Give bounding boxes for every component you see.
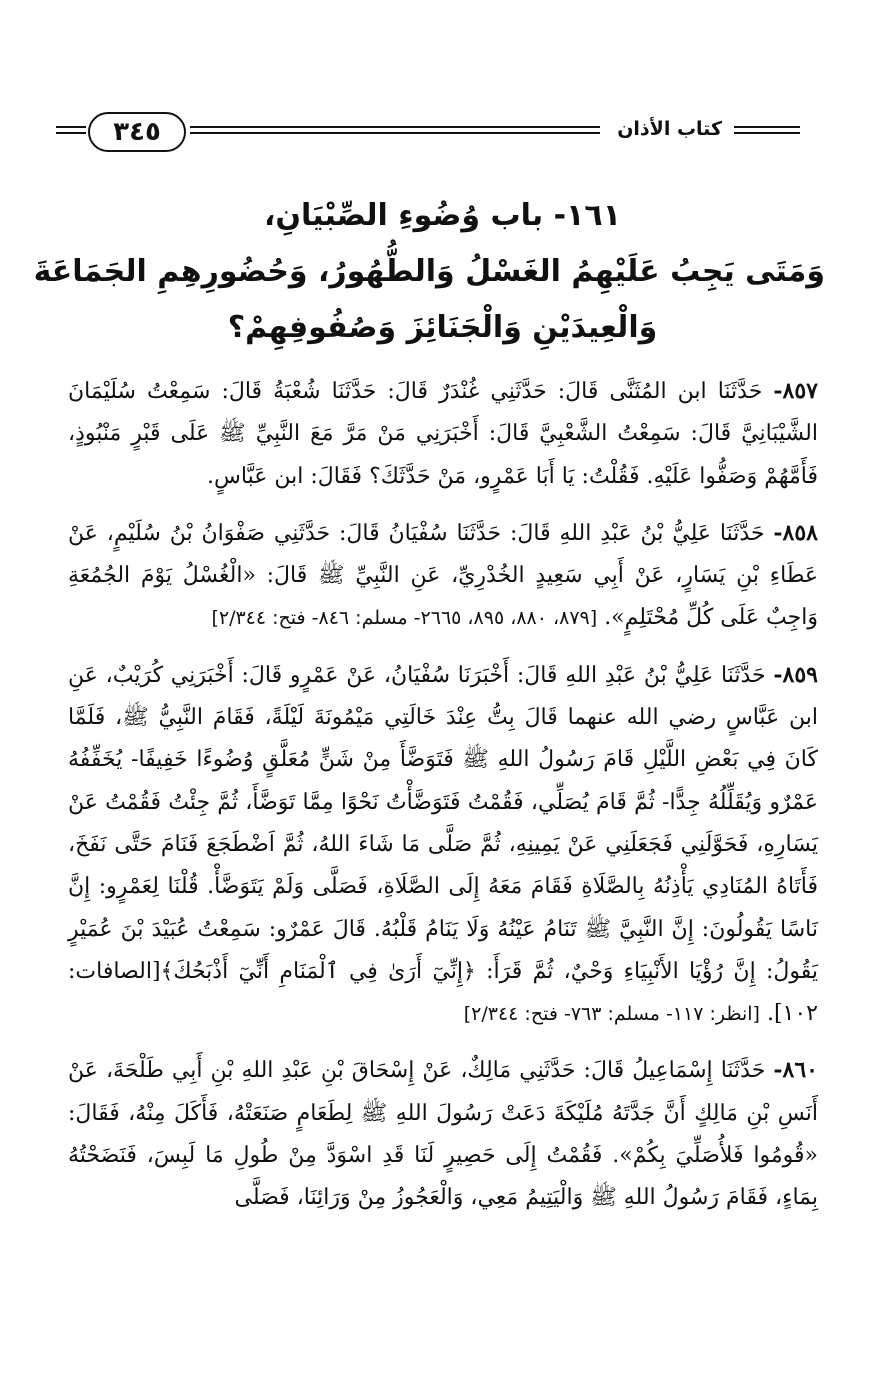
chapter-heading bbox=[33, 188, 825, 356]
header-rule bbox=[190, 126, 600, 138]
page-number: ٣٤٥ bbox=[113, 117, 161, 147]
hadith-860 bbox=[68, 1049, 818, 1219]
header-ornament-right bbox=[734, 126, 800, 138]
hadith-number: ٨٥٧- bbox=[773, 378, 818, 404]
page-header bbox=[80, 112, 800, 156]
hadith-number: ٨٦٠- bbox=[773, 1057, 818, 1084]
hadith-text: حَدَّثَنَا عَلِيُّ بْنُ عَبْدِ اللهِ قَالَ: حَدَّثَنَا سُفْيَانُ قَالَ: حَدَّثَنِي صَفْوَانُ بْنُ سُلَيْمٍ، عَنْ عَطَاءِ بْنِ يَسَارٍ، عَنْ أَبِي سَعِيدٍ الخُدْرِيِّ، عَنِ النَّبِيِّ ﷺ قَالَ: «الْغُسْلُ يَوْمَ الجُمُعَةِ وَاجِبٌ عَلَى كُلِّ مُحْتَلِمٍ». bbox=[68, 520, 818, 631]
book-title: كتاب الأذان bbox=[617, 118, 722, 140]
page-number-badge bbox=[88, 112, 186, 152]
chapter-title-line-1: ١٦١- باب وُضُوءِ الصِّبْيَانِ، bbox=[263, 198, 622, 233]
chapter-title-line-2: وَمَتَى يَجِبُ عَلَيْهِمُ الغَسْلُ وَالطُّهُورُ، وَحُضُورِهِمِ الجَمَاعَةَ bbox=[33, 254, 825, 289]
hadith-858 bbox=[68, 512, 818, 640]
hadith-859 bbox=[68, 654, 818, 1036]
chapter-title-line-3: وَالْعِيدَيْنِ وَالْجَنَائِزَ وَصُفُوفِهِمْ؟ bbox=[227, 310, 658, 345]
hadith-number: ٨٥٨- bbox=[773, 519, 818, 546]
hadith-text: حَدَّثَنَا عَلِيُّ بْنُ عَبْدِ اللهِ قَالَ: أَخْبَرَنَا سُفْيَانُ، عَنْ عَمْرٍو قَالَ: أَخْبَرَنِي كُرَيْبٌ، عَنِ ابن عَبَّاسٍ رضي الله عنهما قَالَ بِتُّ عِنْدَ خَالَتِي مَيْمُونَةَ لَيْلَةً، فَقَامَ النَّبِيُّ ﷺ، فَلَمَّا كَانَ فِي بَعْضِ اللَّيْلِ قَامَ رَسُولُ اللهِ ﷺ فَتَوَضَّأَ مِنْ شَنٍّ مُعَلَّقٍ وُضُوءًا خَفِيفًا- يُخَفِّفُهُ عَمْرٌو وَيُقَلِّلُهُ جِدًّا- ثُمَّ قَامَ يُصَلِّي، فَقُمْتُ فَتَوَضَّأْتُ نَحْوًا مِمَّا تَوَضَّأَ، ثُمَّ جِئْتُ فَقُمْتُ عَنْ يَسَارِهِ، فَحَوَّلَنِي فَجَعَلَنِي عَنْ يَمِينِهِ، ثُمَّ صَلَّى مَا شَاءَ اللهُ، ثُمَّ اَضْطَجَعَ فَنَامَ حَتَّى نَفَخَ، فَأَتَاهُ المُنَادِي يَأْذِنُهُ بِالصَّلَاةِ فَقَامَ مَعَهُ إِلَى الصَّلَاةِ، فَصَلَّى وَلَمْ يَتَوَضَّأْ. قُلْنَا لِعَمْرٍو: إِنَّ نَاسًا يَقُولُونَ: إِنَّ النَّبِيَّ ﷺ تَنَامُ عَيْنُهُ وَلَا يَنَامُ قَلْبُهُ. قَالَ عَمْرٌو: سَمِعْتُ عُبَيْدَ بْنَ عُمَيْرٍ يَقُولُ: إِنَّ رُؤْيَا الأَنْبِيَاءِ وَحْيٌ، ثُمَّ قَرَأَ: ﴿إِنِّيٓ أَرَىٰ فِي ٱلْمَنَامِ أَنِّيٓ أَذْبَحُكَ﴾[الصافات: ١٠٢]. bbox=[68, 662, 818, 1027]
hadith-857 bbox=[68, 370, 818, 498]
hadith-reference: [٨٧٩، ٨٨٠، ٨٩٥، ٢٦٦٥- مسلم: ٨٤٦- فتح: ٢/٣٤٤] bbox=[211, 607, 598, 630]
hadith-number: ٨٥٩- bbox=[773, 661, 818, 688]
hadith-text: حَدَّثَنَا ابن المُثَنَّى قَالَ: حَدَّثَنِي غُنْدَرٌ قَالَ: حَدَّثَنَا شُعْبَةُ قَالَ: سَمِعْتُ سُلَيْمَانَ الشَّيْبَانِيَّ قَالَ: سَمِعْتُ الشَّعْبِيَّ قَالَ: أَخْبَرَنِي مَنْ مَرَّ مَعَ النَّبِيِّ ﷺ عَلَى قَبْرٍ مَنْبُوذٍ، فَأَمَّهُمْ وَصَفُّوا عَلَيْهِ. فَقُلْتُ: يَا أَبَا عَمْرٍو، مَنْ حَدَّثَكَ؟ فَقَالَ: ابن عَبَّاسٍ. bbox=[68, 379, 818, 489]
hadith-reference: [انظر: ١١٧- مسلم: ٧٦٣- فتح: ٢/٣٤٤] bbox=[463, 1003, 760, 1026]
hadith-list bbox=[68, 370, 818, 1234]
header-ornament-left bbox=[56, 126, 86, 138]
hadith-text: حَدَّثَنَا إِسْمَاعِيلُ قَالَ: حَدَّثَنِي مَالِكٌ، عَنْ إِسْحَاقَ بْنِ عَبْدِ اللهِ بْنِ أَبِي طَلْحَةَ، عَنْ أَنَسِ بْنِ مَالِكٍ أَنَّ جَدَّتَهُ مُلَيْكَةَ دَعَتْ رَسُولَ اللهِ ﷺ لِطَعَامٍ صَنَعَتْهُ، فَأَكَلَ مِنْهُ، فَقَالَ: «قُومُوا فَلأُصَلِّيَ بِكُمْ». فَقُمْتُ إِلَى حَصِيرٍ لَنَا قَدِ اسْوَدَّ مِنْ طُولِ مَا لَبِسَ، فَنَضَحْتُهُ بِمَاءٍ، فَقَامَ رَسُولُ اللهِ ﷺ وَالْيَتِيمُ مَعِي، وَالْعَجُوزُ مِنْ وَرَائِنَا، فَصَلَّى bbox=[68, 1058, 818, 1211]
